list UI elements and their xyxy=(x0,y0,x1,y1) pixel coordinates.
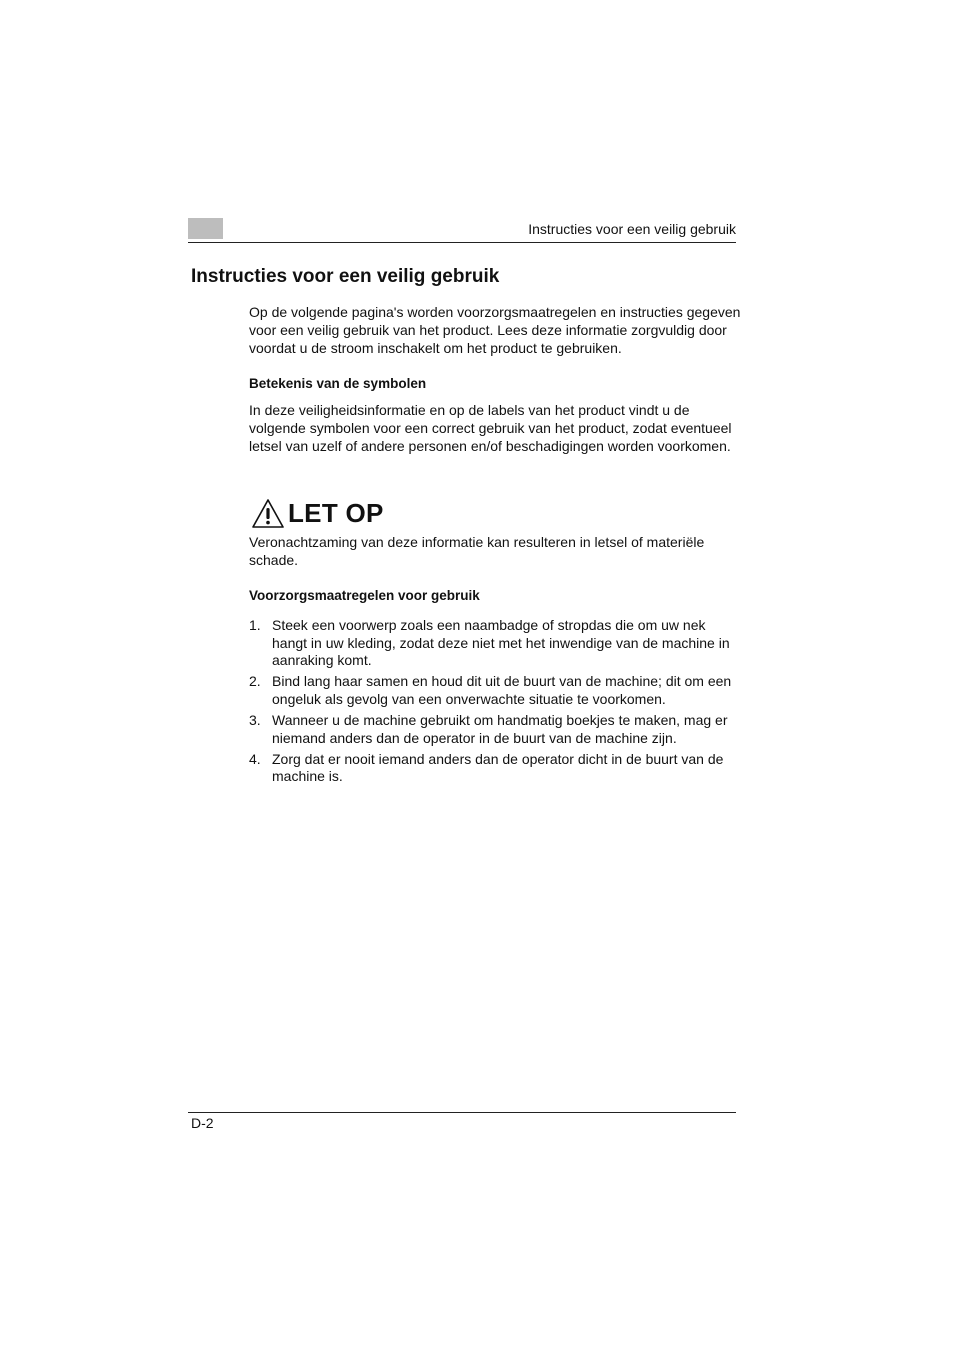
list-item-number: 2. xyxy=(249,673,261,690)
header-divider xyxy=(188,242,736,243)
running-header-title: Instructies voor een veilig gebruik xyxy=(528,221,736,237)
precautions-list xyxy=(249,617,741,789)
header-tab-marker xyxy=(188,218,223,239)
list-item-text: Steek een voorwerp zoals een naambadge of stropdas die om uw nek hangt in uw kleding, zodat deze niet met het inwendige van de machine in aanraking komt. xyxy=(272,617,730,669)
footer-divider xyxy=(188,1112,736,1113)
list-item xyxy=(249,617,741,670)
list-item xyxy=(249,751,741,786)
caution-text: Veronachtzaming van deze informatie kan resulteren in letsel of materiële schade. xyxy=(249,534,705,568)
list-item-text: Zorg dat er nooit iemand anders dan de operator dicht in de buurt van de machine is. xyxy=(272,750,724,785)
page-title: Instructies voor een veilig gebruik xyxy=(191,266,500,287)
list-item-number: 1. xyxy=(249,617,261,633)
list-item xyxy=(249,712,741,747)
list-item xyxy=(249,673,741,708)
list-item-text: Bind lang haar samen en houd dit uit de buurt van de machine; dit om een ongeluk als gevolg van een onverwachte situatie te voorkomen. xyxy=(272,673,732,707)
precautions-heading: Voorzorgsmaatregelen voor gebruik xyxy=(249,588,480,603)
warning-triangle-icon xyxy=(251,498,285,529)
page-number: D-2 xyxy=(191,1115,214,1131)
list-item-text: Wanneer u de machine gebruikt om handmatig boekjes te maken, mag er niemand anders dan de operator in de buurt van de machine zijn. xyxy=(272,711,728,746)
list-item-number: 4. xyxy=(249,750,261,767)
caution-banner xyxy=(251,497,384,529)
intro-paragraph: Op de volgende pagina's worden voorzorgsmaatregelen en instructies gegeven voor een veilig gebruik van het product. Lees deze informatie zorgvuldig door voordat u de stroom inschakelt om het product te gebruiken. xyxy=(249,304,741,356)
caution-label: LET OP xyxy=(288,498,384,528)
list-item-number: 3. xyxy=(249,711,261,728)
symbols-paragraph: In deze veiligheidsinformatie en op de labels van het product vindt u de volgende symbolen voor een correct gebruik van het product, zodat eventueel letsel van uzelf of andere personen en/of beschadigingen worden voorkomen. xyxy=(249,402,732,454)
symbols-heading: Betekenis van de symbolen xyxy=(249,376,427,391)
